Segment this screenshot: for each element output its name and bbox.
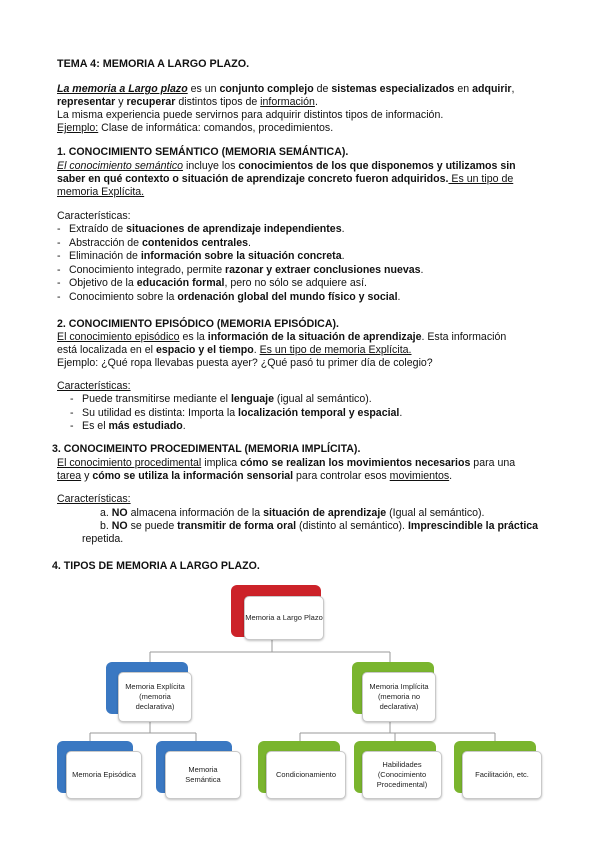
- sec1-item: - Conocimiento sobre la ordenación global del mundo físico y social.: [57, 291, 401, 303]
- episodica-node: [66, 751, 142, 799]
- sec2-item: - Su utilidad es distinta: Importa la localización temporal y espacial.: [70, 406, 403, 419]
- section-1-line-1: El conocimiento semántico incluye los conocimientos de los que disponemos y utilizamos sin: [57, 160, 516, 172]
- semantica-node: [165, 751, 241, 799]
- section-1-line-3: memoria Explícita.: [57, 186, 145, 198]
- section-2-line-1: El conocimiento episódico es la información de la situación de aprendizaje. Esta información: [57, 331, 507, 343]
- bullet-dash: -: [57, 250, 61, 263]
- section-2-heading: 2. CONOCIMIENTO EPISÓDICO (MEMORIA EPISÓDICA).: [57, 318, 339, 330]
- condicionamiento-node: [266, 751, 346, 799]
- sec2-item: - Puede transmitirse mediante el lenguaje (igual al semántico).: [70, 393, 372, 405]
- root-node: [244, 596, 324, 640]
- section-2-characteristics-label: Características:: [57, 380, 131, 392]
- section-2-line-2: está localizada en el espacio y el tiempo. Es un tipo de memoria Explícita.: [57, 344, 412, 356]
- intro-line-1: La memoria a Largo plazo es un conjunto complejo de sistemas especializados en adquirir,: [57, 83, 515, 95]
- bullet-dash: -: [70, 420, 74, 433]
- sec1-item: - Extraído de situaciones de aprendizaje independientes.: [57, 223, 345, 235]
- implicit-node: [362, 672, 436, 722]
- sec1-item: - Objetivo de la educación formal, pero no sólo se adquiere así.: [57, 277, 367, 290]
- sec1-item: - Abstracción de contenidos centrales.: [57, 236, 251, 249]
- intro-term: La memoria a Largo plazo: [57, 83, 188, 95]
- bullet-dash: -: [70, 393, 74, 405]
- section-3-item-a: a. NO almacena información de la situación de aprendizaje (Igual al semántico).: [100, 507, 485, 519]
- implicit-node-label: Memoria Implícita (memoria no declarativa): [369, 682, 429, 711]
- bullet-dash: -: [57, 236, 61, 249]
- condicionamiento-node-label: Condicionamiento: [275, 770, 337, 779]
- episodica-node-label: Memoria Episódica: [72, 770, 136, 779]
- section-1-line-2: saber en qué contexto o situación de aprendizaje concreto fueron adquiridos. Es un tipo de: [57, 173, 514, 185]
- facilitacion-node: [462, 751, 542, 799]
- intro-line-3: La misma experiencia puede servirnos para adquirir distintos tipos de información.: [57, 109, 444, 121]
- bullet-dash: -: [57, 291, 61, 303]
- section-3-heading: 3. CONOCIMEINTO PROCEDIMENTAL (MEMORIA IMPLÍCITA).: [52, 443, 361, 455]
- sec1-item: - Eliminación de información sobre la situación concreta.: [57, 250, 345, 263]
- section-1-heading: 1. CONOCIMIENTO SEMÁNTICO (MEMORIA SEMÁNTICA).: [57, 146, 349, 158]
- root-node-label: Memoria a Largo Plazo: [245, 613, 323, 622]
- habilidades-node-label: Habilidades (Conocimiento Procedimental): [376, 760, 428, 789]
- section-4-heading: 4. TIPOS DE MEMORIA A LARGO PLAZO.: [52, 560, 260, 572]
- section-1-characteristics-label: Características:: [57, 210, 131, 222]
- semantica-node-label: Memoria Semántica: [185, 765, 221, 784]
- section-3-line-2: tarea y cómo se utiliza la información sensorial para controlar esos movimientos.: [57, 470, 453, 482]
- explicit-node: [118, 672, 192, 722]
- intro-line-4: Ejemplo: Clase de informática: comandos, procedimientos.: [57, 122, 334, 134]
- section-3-item-b-cont: repetida.: [82, 533, 124, 545]
- sec1-item: - Conocimiento integrado, permite razonar y extraer conclusiones nuevas.: [57, 263, 424, 276]
- bullet-dash: -: [70, 406, 74, 419]
- bullet-dash: -: [57, 223, 61, 235]
- page-title: TEMA 4: MEMORIA A LARGO PLAZO.: [57, 58, 250, 70]
- explicit-node-label: Memoria Explícita (memoria declarativa): [125, 682, 185, 711]
- bullet-dash: -: [57, 277, 61, 290]
- facilitacion-node-label: Facilitación, etc.: [475, 770, 529, 779]
- intro-line-2: representar y recuperar distintos tipos de información.: [57, 96, 318, 108]
- sec2-item: - Es el más estudiado.: [70, 420, 186, 433]
- section-2-line-3: Ejemplo: ¿Qué ropa llevabas puesta ayer? ¿Qué pasó tu primer día de colegio?: [57, 357, 433, 369]
- bullet-dash: -: [57, 263, 61, 276]
- section-3-item-b: b. NO se puede transmitir de forma oral (distinto al semántico). Imprescindible la práctica: [100, 520, 539, 532]
- habilidades-node: [362, 751, 442, 799]
- section-3-line-1: El conocimiento procedimental implica cómo se realizan los movimientos necesarios para una: [57, 457, 516, 469]
- section-3-characteristics-label: Características:: [57, 493, 131, 505]
